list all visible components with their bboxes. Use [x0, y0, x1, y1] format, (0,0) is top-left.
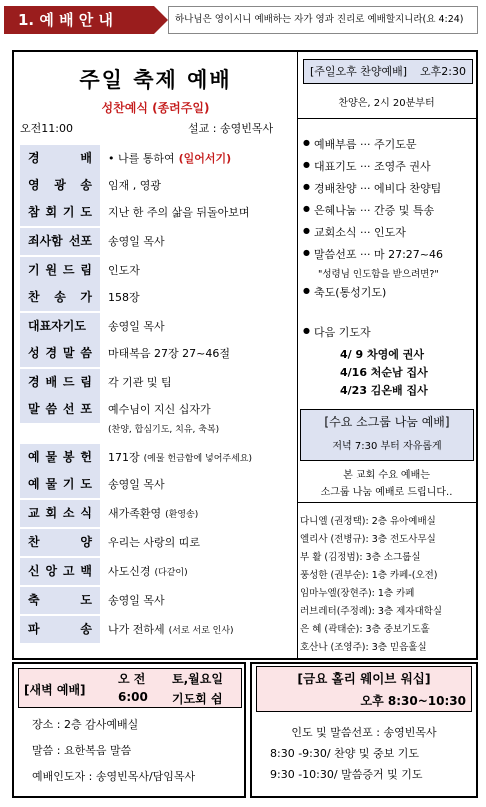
order-value: [108, 616, 234, 643]
small-group: 임마누엘(장현주): 1층 카페: [300, 588, 415, 599]
dawn-leader: 예배인도자 : 송영빈목사/담임목사: [32, 770, 196, 783]
small-group: 풍성한 (권부순): 1층 카페-(오전): [300, 570, 438, 581]
small-group: 엘리사 (전병규): 3층 전도사무실: [300, 534, 436, 545]
next-leader: 4/16 처순남 집사: [340, 366, 428, 379]
order-value: [108, 172, 161, 199]
service-title: 주일 축제 예배: [79, 68, 232, 92]
next-leaders-label: ● 다음 기도자: [314, 324, 371, 340]
order-label: [20, 284, 100, 311]
wednesday-time: 저녁 7:30 부터 자유롭게: [332, 441, 442, 452]
afternoon-item: ● 대표기도 ··· 조영주 권사: [314, 158, 431, 174]
afternoon-item: ● 교회소식 ··· 인도자: [314, 224, 406, 240]
order-label-text: 말 씀 선 포: [28, 402, 92, 416]
wednesday-note: 소그룹 나눔 예배로 드립니다..: [320, 487, 453, 498]
order-value: [108, 228, 165, 255]
order-value: [108, 145, 231, 172]
order-row: [20, 396, 295, 435]
order-row: [20, 471, 295, 498]
order-row: [20, 558, 295, 585]
service-subtitle: 성찬예식 (종려주일): [101, 101, 210, 115]
order-value: [108, 396, 211, 423]
order-label-text: 찬 양: [28, 535, 92, 549]
order-label: [20, 471, 100, 498]
order-label-text: 대표자기도: [28, 319, 86, 333]
order-label-text: 파 송: [28, 622, 92, 636]
afternoon-service-time: 오후2:30: [420, 65, 466, 78]
order-label-text: 기 원 드 림: [28, 263, 92, 277]
small-group: 호산나 (조영주): 3층 믿음홀실: [300, 642, 427, 653]
friday-line: 인도 및 말씀선포 : 송영빈목사: [291, 726, 437, 739]
order-value: [108, 313, 165, 340]
order-value-text: 158장: [108, 291, 140, 304]
order-label-text: 교 회 소 식: [28, 506, 92, 520]
order-label-text: 예 물 봉 헌: [28, 450, 92, 464]
dawn-service-label: [새벽 예배]: [24, 683, 86, 697]
order-label-text: 신 앙 고 백: [28, 564, 92, 578]
dawn-days: 토,월요일: [172, 672, 223, 686]
order-value-text: 171장: [108, 451, 140, 464]
order-label: [20, 340, 100, 367]
afternoon-item: ● 은혜나눔 ··· 간증 및 특송: [314, 202, 434, 218]
friday-time: 오후 8:30~10:30: [360, 694, 466, 708]
afternoon-item: ● 경배찬양 ··· 에비다 찬양팀: [314, 180, 441, 196]
small-group: 러브레터(주정례): 3층 제자대학실: [300, 606, 442, 617]
order-label: [20, 145, 100, 172]
order-label-text: 예 물 기 도: [28, 477, 92, 491]
next-leader: 4/23 김온배 집사: [340, 384, 428, 397]
order-row: [20, 587, 295, 614]
order-row: [20, 616, 295, 643]
order-value-text: 사도신경: [108, 565, 151, 578]
preacher: 설교 : 송영빈목사: [188, 122, 274, 135]
small-group: 은 혜 (곽태순): 3층 중보기도홀: [300, 624, 430, 635]
afternoon-item: ● 예배부름 ··· 주기도문: [314, 136, 417, 152]
order-value-text: 송영일 목사: [108, 594, 165, 607]
order-value-text: 마태복음 27장 27~46절: [108, 347, 230, 360]
afternoon-item: ● 말씀선포 ··· 마 27:27~46: [314, 246, 443, 262]
order-row: [20, 228, 295, 255]
order-value-extra: (환영송): [165, 510, 199, 520]
next-leader: 4/ 9 차영에 권사: [340, 348, 424, 361]
order-value: [108, 444, 252, 471]
order-value: [108, 529, 200, 556]
order-label-text: 참 회 기 도: [28, 205, 92, 219]
order-row: [20, 257, 295, 284]
sermon-title: "성령님 인도함을 받으려면?": [318, 269, 439, 280]
order-value-text: 예수님이 지신 십자가: [108, 403, 211, 416]
order-label: [20, 587, 100, 614]
order-row: [20, 284, 295, 311]
dawn-place: 장소 : 2층 감사예배실: [32, 718, 139, 731]
service-time: 오전11:00: [20, 122, 73, 135]
benediction-item: ● 축도(통성기도): [314, 284, 386, 300]
order-value-text: 인도자: [108, 264, 140, 277]
order-value-text: 지난 한 주의 삶을 뒤돌아보며: [108, 206, 250, 219]
order-row: [20, 369, 295, 396]
order-label-text: 경 배 드 림: [28, 375, 92, 389]
order-value-text: 임재 , 영광: [108, 179, 161, 192]
afternoon-service-header: [303, 59, 473, 84]
order-label-text: 죄사함 선포: [28, 234, 92, 248]
order-value: [108, 199, 250, 226]
order-value: [108, 340, 230, 367]
friday-line: 9:30 -10:30/ 말씀증거 및 기도: [270, 768, 423, 781]
order-value-text: 우리는 사랑의 띠로: [108, 536, 201, 549]
order-value-extra: (일어서기): [178, 152, 232, 165]
order-value-text: 송영일 목사: [108, 320, 165, 333]
order-label: [20, 616, 100, 643]
dawn-word: 말씀 : 요한복음 말씀: [32, 744, 132, 757]
order-label: [20, 369, 100, 396]
small-group: 부 활 (김정범): 3층 소그룹실: [300, 552, 421, 563]
order-value-text: 송영일 목사: [108, 235, 165, 248]
order-value-sub: (찬양, 합심기도, 치유, 축복): [108, 425, 220, 435]
order-value-extra: (다같이): [154, 568, 188, 578]
afternoon-service-title: [주일오후 찬양예배]: [310, 65, 408, 78]
order-label-text: 영 광 송: [28, 178, 92, 192]
order-value: [108, 369, 172, 396]
order-label: [20, 313, 100, 340]
divider: [297, 118, 476, 119]
divider: [297, 502, 476, 503]
order-value-text: 나가 전하세: [108, 623, 165, 636]
order-value: [108, 558, 188, 585]
order-value-text: 송영일 목사: [108, 478, 165, 491]
order-row: [20, 340, 295, 367]
order-value-extra: (서로 서로 인사): [168, 626, 234, 636]
dawn-time-label: 오 전: [118, 672, 146, 686]
order-value-extra: (예물 헌금함에 넣어주세요): [143, 454, 253, 464]
order-value-text: 새가족환영: [108, 507, 162, 520]
order-label: [20, 500, 100, 527]
order-value: [108, 284, 140, 311]
order-value: [108, 587, 165, 614]
order-label: [20, 257, 100, 284]
order-value: [108, 257, 140, 284]
order-label: [20, 228, 100, 255]
order-row: [20, 444, 295, 471]
order-value-text: 각 기관 및 팀: [108, 376, 172, 389]
order-label-text: 찬 송 가: [28, 290, 92, 304]
order-row: [20, 313, 295, 340]
friday-title: [금요 홀리 웨이브 워십]: [297, 671, 431, 686]
order-label: [20, 172, 100, 199]
order-row: [20, 199, 295, 226]
small-group: 다니엘 (권정택): 2층 유아예배실: [300, 516, 436, 527]
order-label: [20, 444, 100, 471]
order-row: [20, 529, 295, 556]
order-label: [20, 199, 100, 226]
order-label-text: 경 배: [28, 151, 92, 165]
order-value-text: • 나를 통하여: [108, 152, 175, 165]
wednesday-note: 본 교회 수요 예배는: [343, 470, 430, 481]
section-badge: 1. 예 배 안 내: [4, 6, 154, 34]
dawn-note: 기도회 쉼: [172, 692, 223, 706]
afternoon-start-note: 찬양은, 2시 20분부터: [338, 98, 435, 109]
order-row: [20, 500, 295, 527]
dawn-time: 6:00: [118, 690, 148, 704]
order-label-text: 성 경 말 씀: [28, 346, 92, 360]
order-label: [20, 558, 100, 585]
header-verse: 하나님은 영이시니 예배하는 자가 영과 진리로 예배할지니라(요 4:24): [168, 6, 478, 34]
wednesday-title: [수요 소그룹 나눔 예배]: [324, 415, 450, 429]
order-label-text: 축 도: [28, 593, 92, 607]
order-value: [108, 500, 198, 527]
friday-line: 8:30 -9:30/ 찬양 및 중보 기도: [270, 747, 419, 760]
order-row: [20, 145, 295, 172]
order-value: [108, 471, 165, 498]
order-label: [20, 529, 100, 556]
order-row: [20, 172, 295, 199]
order-label: [20, 396, 100, 423]
